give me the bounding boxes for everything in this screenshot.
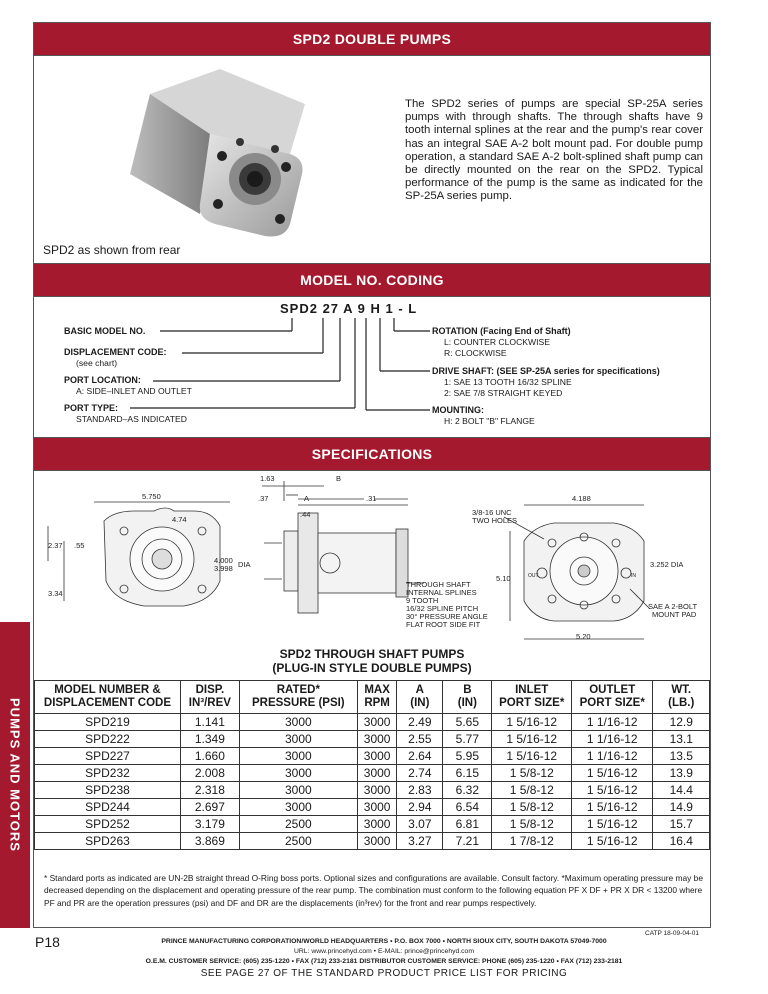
table-cell: 13.1 bbox=[653, 731, 710, 748]
through-shaft-2: INTERNAL SPLINES bbox=[406, 588, 477, 597]
table-cell: 1 7/8-12 bbox=[492, 833, 572, 850]
table-cell: 3000 bbox=[357, 748, 397, 765]
table-cell: SPD238 bbox=[35, 782, 181, 799]
dim-44: .44 bbox=[300, 510, 311, 519]
table-cell: 3000 bbox=[357, 816, 397, 833]
dim-5750: 5.750 bbox=[142, 492, 161, 501]
table-cell: 1 5/16-12 bbox=[572, 765, 653, 782]
table-cell: 2.49 bbox=[397, 714, 443, 731]
table-cell: 5.65 bbox=[443, 714, 492, 731]
label-port-type: PORT TYPE: STANDARD–AS INDICATED bbox=[64, 403, 187, 424]
table-cell: 2.74 bbox=[397, 765, 443, 782]
dim-4000: 4.000 bbox=[214, 556, 233, 565]
table-cell: 5.77 bbox=[443, 731, 492, 748]
table-cell: 1 5/16-12 bbox=[492, 714, 572, 731]
through-shaft-1: THROUGH SHAFT bbox=[406, 580, 471, 589]
table-cell: 6.54 bbox=[443, 799, 492, 816]
dim-3998: 3.998 bbox=[214, 564, 233, 573]
table-cell: 3000 bbox=[239, 782, 357, 799]
column-header: MODEL NUMBER & DISPLACEMENT CODE bbox=[35, 681, 181, 714]
through-shaft-6: FLAT ROOT SIDE FIT bbox=[406, 620, 481, 629]
label-port-location: PORT LOCATION: A: SIDE–INLET AND OUTLET bbox=[64, 375, 192, 396]
unc-2: TWO HOLES bbox=[472, 516, 518, 525]
column-header: DISP. IN³/REV bbox=[180, 681, 239, 714]
table-cell: SPD263 bbox=[35, 833, 181, 850]
sae-1: SAE A 2-BOLT bbox=[648, 602, 698, 611]
column-header: RATED* PRESSURE (PSI) bbox=[239, 681, 357, 714]
table-cell: 3000 bbox=[239, 731, 357, 748]
column-header: A (IN) bbox=[397, 681, 443, 714]
label-mounting: MOUNTING: H: 2 BOLT "B" FLANGE bbox=[432, 405, 535, 426]
table-cell: 1 5/8-12 bbox=[492, 782, 572, 799]
table-cell: 1.349 bbox=[180, 731, 239, 748]
footer-url: URL: www.princehyd.com • E-MAIL: prince@princehyd.com bbox=[293, 948, 475, 955]
table-cell: 3000 bbox=[357, 731, 397, 748]
table-header-row bbox=[35, 681, 710, 714]
sae-2: MOUNT PAD bbox=[652, 610, 697, 619]
table-cell: 15.7 bbox=[653, 816, 710, 833]
column-header: OUTLET PORT SIZE* bbox=[572, 681, 653, 714]
dim-474: 4.74 bbox=[172, 515, 187, 524]
port-in: IN bbox=[631, 573, 636, 579]
table-cell: 3000 bbox=[357, 833, 397, 850]
table-cell: 13.9 bbox=[653, 765, 710, 782]
table-cell: 12.9 bbox=[653, 714, 710, 731]
page-title: SPD2 DOUBLE PUMPS bbox=[292, 31, 452, 47]
dim-510: 5.10 bbox=[496, 574, 511, 583]
table-cell: SPD252 bbox=[35, 816, 181, 833]
dim-520: 5.20 bbox=[576, 632, 591, 641]
table-cell: 2.55 bbox=[397, 731, 443, 748]
spec-table bbox=[34, 680, 710, 850]
dim-55: .55 bbox=[74, 541, 85, 550]
table-cell: 6.15 bbox=[443, 765, 492, 782]
table-cell: 3.07 bbox=[397, 816, 443, 833]
table-cell: 2.64 bbox=[397, 748, 443, 765]
table-cell: 1 5/16-12 bbox=[572, 782, 653, 799]
table-cell: 1.141 bbox=[180, 714, 239, 731]
table-cell: 6.81 bbox=[443, 816, 492, 833]
footnote: * Standard ports as indicated are UN-2B straight thread O-Ring boss ports. Optional sizes and configurations are available. Consult factory. *Maximum operating pressure may be decreased depending on the displacement and operating pressure of the rear pump. The combination must conform to the following equation PF X DF + PR X DR < 13200 where PF and PR are the operation pressures (psi) and DF and DR are the displacements (in³rev) for the front and rear pumps respectively. bbox=[44, 873, 704, 908]
table-cell: 1 5/16-12 bbox=[492, 731, 572, 748]
table-cell: 2.008 bbox=[180, 765, 239, 782]
dim-237: 2.37 bbox=[48, 541, 63, 550]
table-cell: 3000 bbox=[357, 714, 397, 731]
through-shaft-3: 9 TOOTH bbox=[406, 596, 439, 605]
photo-caption: SPD2 as shown from rear bbox=[43, 243, 181, 257]
table-row bbox=[35, 748, 710, 765]
table-cell: 1 5/16-12 bbox=[572, 799, 653, 816]
dim-37: .37 bbox=[258, 494, 269, 503]
table-cell: 3000 bbox=[239, 714, 357, 731]
table-cell: 1 1/16-12 bbox=[572, 714, 653, 731]
section-title: SPECIFICATIONS bbox=[311, 446, 433, 462]
side-tab: PUMPS AND MOTORS bbox=[0, 622, 30, 928]
table-cell: 2500 bbox=[239, 833, 357, 850]
intro-paragraph: The SPD2 series of pumps are special SP-25A series pumps with through shafts. The through shafts have 9 tooth internal splines at the rear and the pump's rear cover has an integral SAE A-2 bolt mount pad. For double pump operation, a standard SAE A-2 bolt-splined shaft pump can be directly mounted on the rear on the SPD2. Typical performance of the pump is the same as indicated for the SP-25A series pump. bbox=[405, 98, 703, 203]
table-cell: 3000 bbox=[357, 765, 397, 782]
dim-163: 1.63 bbox=[260, 474, 275, 483]
table-cell: 2500 bbox=[239, 816, 357, 833]
page-number: P18 bbox=[35, 934, 60, 950]
table-cell: 2.318 bbox=[180, 782, 239, 799]
through-shaft-4: 16/32 SPLINE PITCH bbox=[406, 604, 479, 613]
label-rotation: ROTATION (Facing End of Shaft) L: COUNTER CLOCKWISE R: CLOCKWISE bbox=[432, 326, 571, 358]
table-row bbox=[35, 833, 710, 850]
section-title: MODEL NO. CODING bbox=[300, 272, 444, 288]
column-header: WT. (LB.) bbox=[653, 681, 710, 714]
footer-pricing: SEE PAGE 27 OF THE STANDARD PRODUCT PRICE LIST FOR PRICING bbox=[200, 968, 568, 979]
table-cell: SPD244 bbox=[35, 799, 181, 816]
table-row bbox=[35, 782, 710, 799]
table-cell: 3000 bbox=[239, 799, 357, 816]
table-cell: 3000 bbox=[357, 782, 397, 799]
table-title: SPD2 THROUGH SHAFT PUMPS (PLUG-IN STYLE DOUBLE PUMPS) bbox=[272, 647, 472, 675]
table-cell: 1 5/16-12 bbox=[492, 748, 572, 765]
dim-3252: 3.252 DIA bbox=[650, 560, 684, 569]
dim-4188: 4.188 bbox=[572, 494, 591, 503]
table-cell: 2.83 bbox=[397, 782, 443, 799]
dim-dia: DIA bbox=[238, 560, 251, 569]
table-cell: 2.94 bbox=[397, 799, 443, 816]
table-row bbox=[35, 765, 710, 782]
footer-phone: O.E.M. CUSTOMER SERVICE: (605) 235-1220 • FAX (712) 233-2181 DISTRIBUTOR CUSTOMER SERVICE: PHONE (605) 235-1220 • FAX (712) 233-2181 bbox=[145, 958, 623, 965]
table-cell: 14.9 bbox=[653, 799, 710, 816]
table-cell: 1 5/8-12 bbox=[492, 799, 572, 816]
table-cell: 3000 bbox=[239, 748, 357, 765]
through-shaft-5: 30° PRESSURE ANGLE bbox=[406, 612, 488, 621]
table-cell: 13.5 bbox=[653, 748, 710, 765]
table-row bbox=[35, 799, 710, 816]
table-cell: SPD227 bbox=[35, 748, 181, 765]
table-row bbox=[35, 714, 710, 731]
label-drive-shaft: DRIVE SHAFT: (SEE SP-25A series for specifications) 1: SAE 13 TOOTH 16/32 SPLINE 2: SAE 7/8 STRAIGHT KEYED bbox=[432, 366, 660, 398]
table-cell: SPD222 bbox=[35, 731, 181, 748]
section-header-specifications bbox=[34, 437, 710, 471]
dim-A: A bbox=[304, 494, 310, 503]
table-cell: 5.95 bbox=[443, 748, 492, 765]
label-basic-model: BASIC MODEL NO. bbox=[64, 326, 146, 336]
table-cell: 1.660 bbox=[180, 748, 239, 765]
unc-1: 3/8-16 UNC bbox=[472, 508, 512, 517]
table-cell: 1 5/8-12 bbox=[492, 816, 572, 833]
table-cell: 1 1/16-12 bbox=[572, 731, 653, 748]
dim-334: 3.34 bbox=[48, 589, 63, 598]
label-displacement: DISPLACEMENT CODE: (see chart) bbox=[64, 347, 167, 368]
dim-B: B bbox=[336, 474, 342, 483]
port-out: OUT bbox=[528, 573, 539, 579]
table-cell: 7.21 bbox=[443, 833, 492, 850]
table-cell: 16.4 bbox=[653, 833, 710, 850]
table-cell: 6.32 bbox=[443, 782, 492, 799]
table-cell: 3.179 bbox=[180, 816, 239, 833]
table-cell: SPD232 bbox=[35, 765, 181, 782]
table-cell: 14.4 bbox=[653, 782, 710, 799]
table-cell: 1 1/16-12 bbox=[572, 748, 653, 765]
table-cell: 3.869 bbox=[180, 833, 239, 850]
table-cell: 1 5/16-12 bbox=[572, 816, 653, 833]
table-row bbox=[35, 731, 710, 748]
table-cell: 3.27 bbox=[397, 833, 443, 850]
table-cell: 3000 bbox=[239, 765, 357, 782]
dim-31: .31 bbox=[366, 494, 377, 503]
catalog-code: CATP 18-09-04-01 bbox=[645, 930, 699, 937]
table-cell: 1 5/8-12 bbox=[492, 765, 572, 782]
table-cell: 2.697 bbox=[180, 799, 239, 816]
table-cell: 3000 bbox=[357, 799, 397, 816]
specification-drawing bbox=[34, 471, 710, 643]
footer-address: PRINCE MANUFACTURING CORPORATION/WORLD HEADQUARTERS • P.O. BOX 7000 • NORTH SIOUX CITY, SOUTH DAKOTA 57049-7000 bbox=[161, 938, 607, 945]
model-code: SPD2 27 A 9 H 1 - L bbox=[280, 301, 418, 316]
column-header: INLET PORT SIZE* bbox=[492, 681, 572, 714]
table-cell: 1 5/16-12 bbox=[572, 833, 653, 850]
column-header: MAX RPM bbox=[357, 681, 397, 714]
table-row bbox=[35, 816, 710, 833]
column-header: B (IN) bbox=[443, 681, 492, 714]
table-cell: SPD219 bbox=[35, 714, 181, 731]
